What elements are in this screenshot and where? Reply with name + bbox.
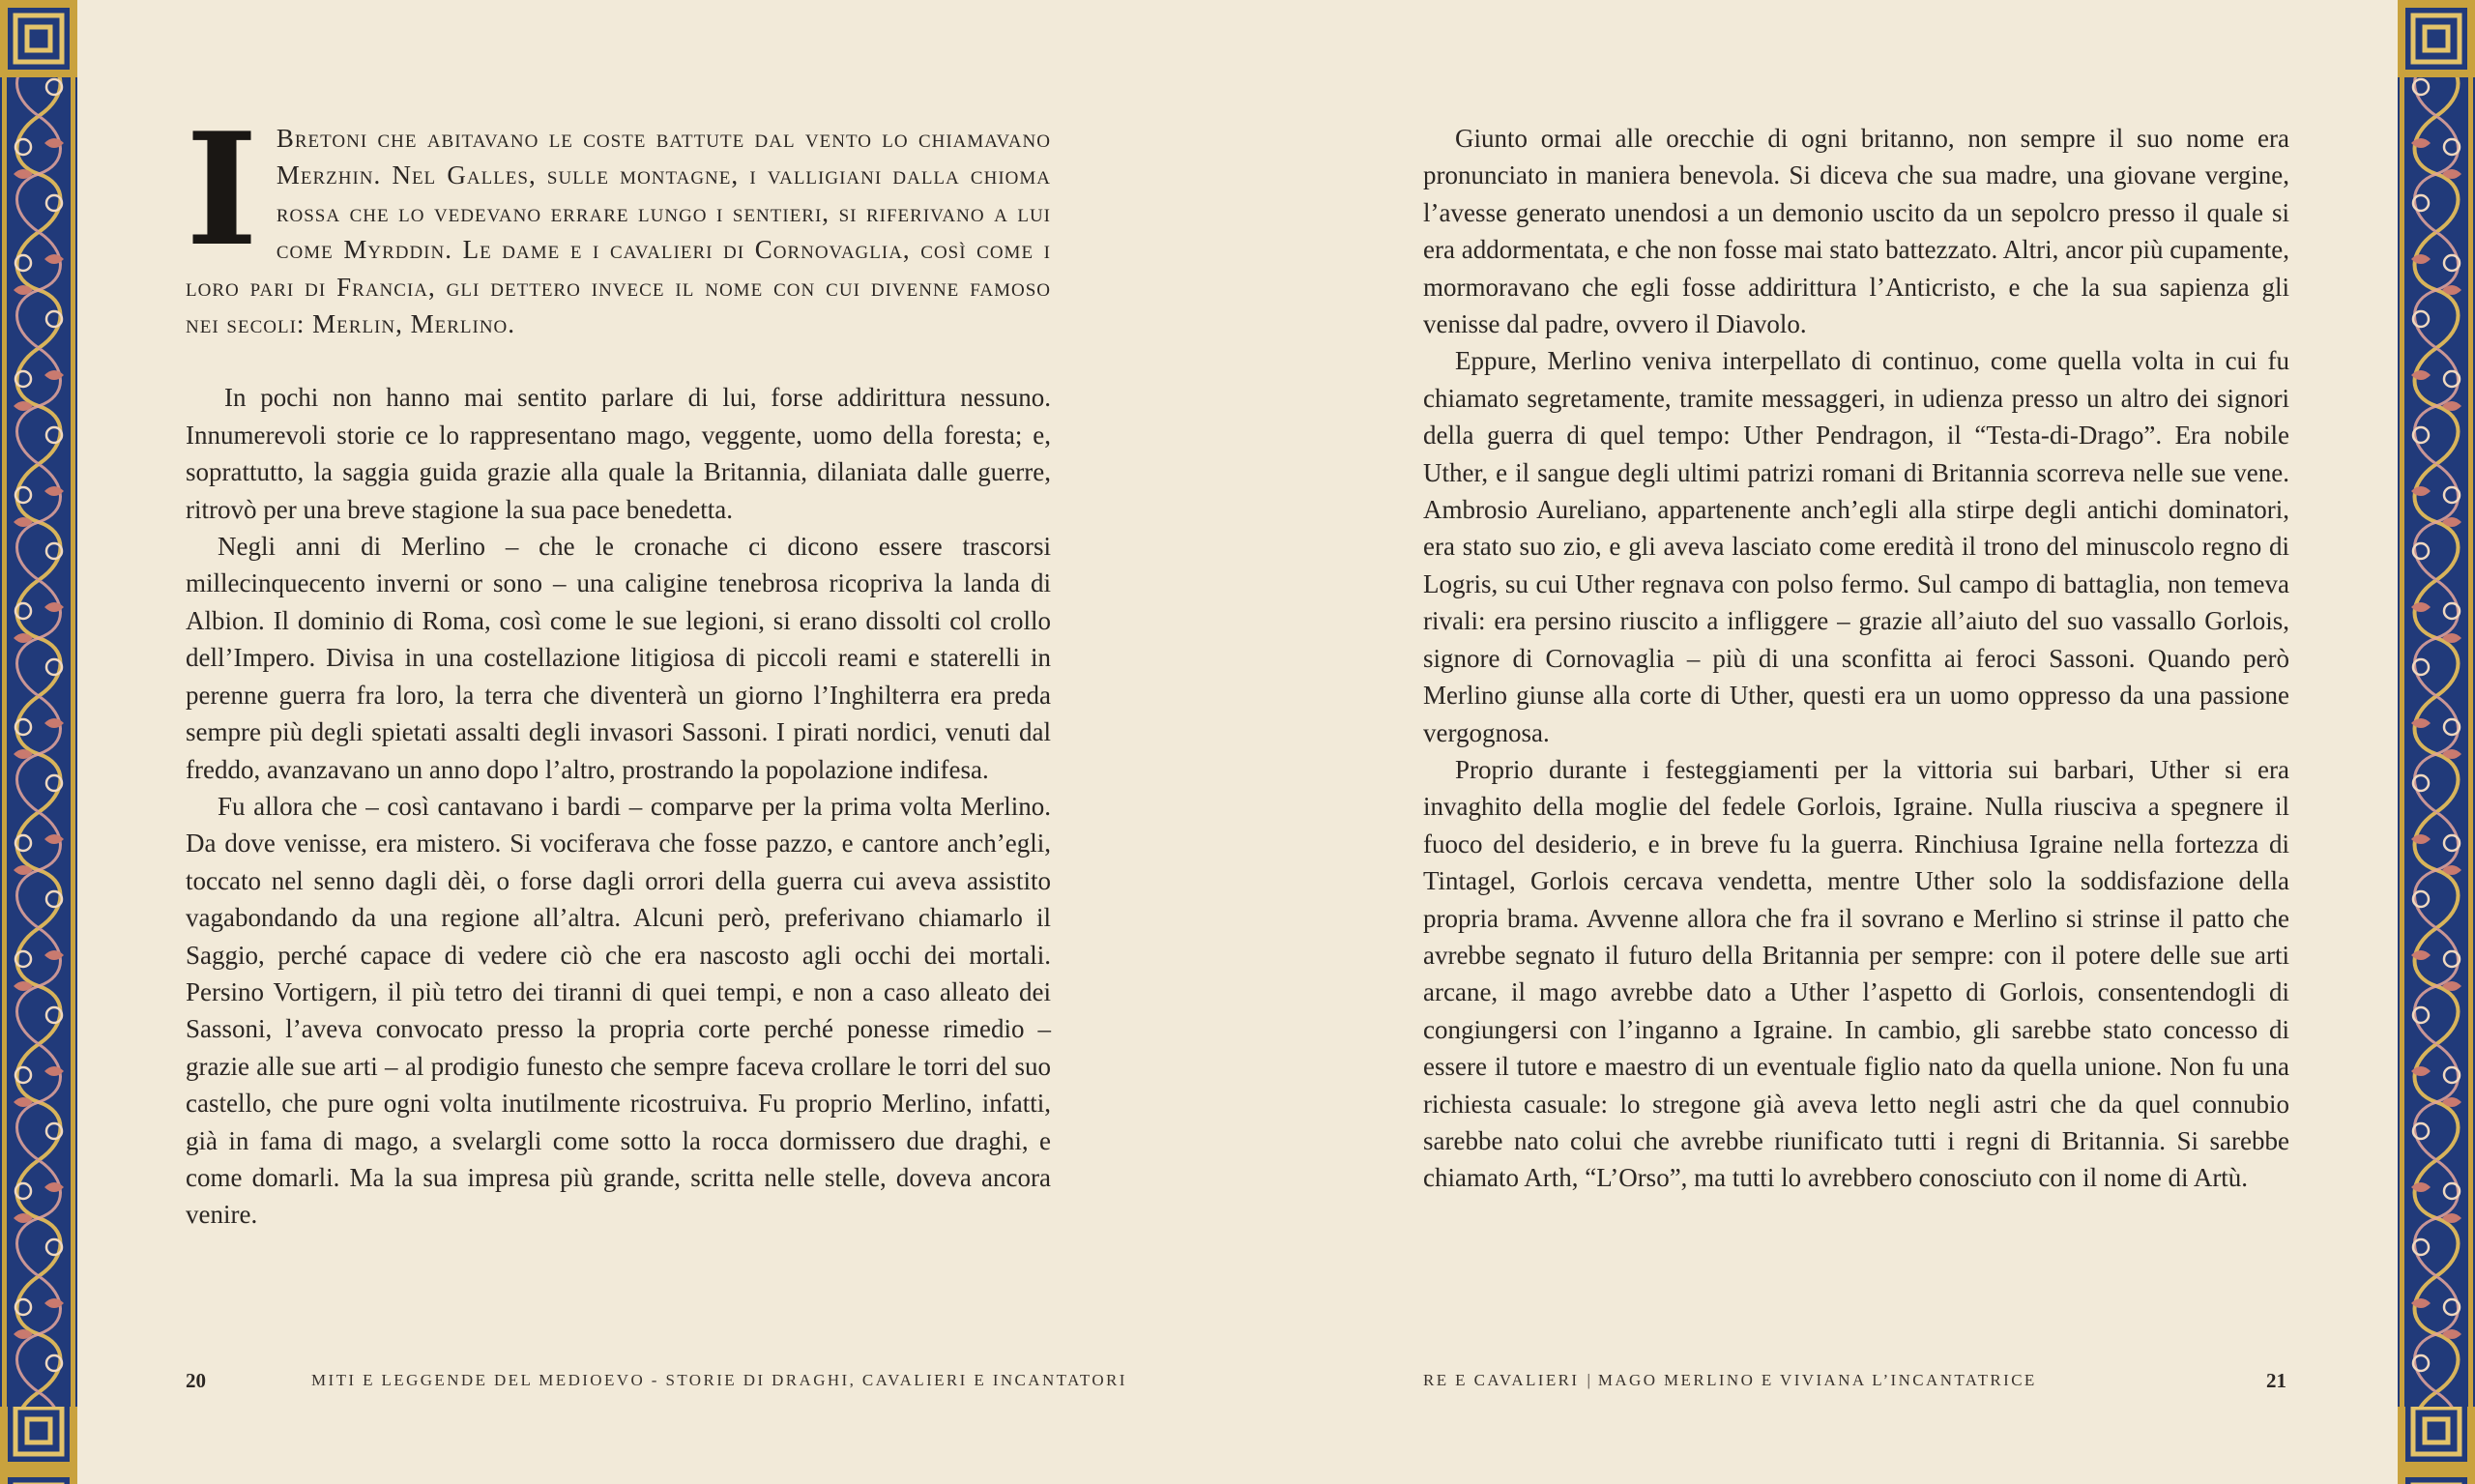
page-number-right: 21 (2266, 1369, 2286, 1392)
footer-chapter: MAGO MERLINO E VIVIANA L’INCANTATRICE (1597, 1371, 2037, 1389)
drop-cap: I (186, 99, 259, 280)
right-paragraph-3: Proprio durante i festeggiamenti per la vittoria sui barbari, Uther si era invaghito della moglie del fedele Gorlois, Igraine. Nulla riusciva a spegnere il fuoco del desiderio, e in breve fu la guerra. Rinchiusa Igraine nella fortezza di Tintagel, Gorlois cercava vendetta, mentre Uther solo la soddisfazione della propria brama. Avvenne allora che fra il sovrano e Merlino si strinse il patto che avrebbe segnato il futuro della Britannia per sempre: con il potere delle sue arti arcane, il mago avrebbe dato a Uther l’aspetto di Gorlois, consentendogli di congiungersi con l’inganno a Igraine. In cambio, gli sarebbe stato concesso di essere il tutore e maestro di un eventuale figlio nato da quella unione. Non fu una richiesta casuale: lo stregone già aveva letto negli astri che da quel connubio sarebbe nato colui che avrebbe riunificato tutti i regni di Britannia. Si sarebbe chiamato Arth, “L’Orso”, ma tutti lo avrebbero conosciuto con il nome di Artù. (1423, 754, 2289, 1193)
footer-section: RE E CAVALIERI (1423, 1371, 1580, 1389)
opening-text: Bretoni che abitavano le coste battute dal vento lo chiamavano Merzhin. Nel Galles, sulle montagne, i valligiani dalla chioma rossa che lo vedevano errare lungo i sentieri, si riferivano a lui come Myrddin. Le dame e i cavalieri di Cornovaglia, così come i loro pari di Francia, gli dettero invece il nome con cui divenne famoso nei secoli: Merlin, Merlino. (186, 124, 1051, 339)
page-number-left: 20 (186, 1369, 206, 1392)
running-footer-right (1423, 1371, 2037, 1390)
left-paragraph-2: Negli anni di Merlino – che le cronache ci dicono essere trascorsi millecinquecento inverni or sono – una caligine tenebrosa ricopriva la landa di Albion. Il dominio di Roma, così come le sue legioni, si erano dissolti col crollo dell’Impero. Divisa in una costellazione litigiosa di piccoli reami e staterelli in perenne guerra fra loro, la terra che diventerà un giorno l’Inghilterra era preda sempre più degli spietati assalti degli invasori Sassoni. I pirati nordici, venuti dal freddo, avanzavano un anno dopo l’altro, prostrando la popolazione indifesa. (186, 532, 1051, 784)
opening-paragraph (186, 99, 1051, 342)
left-page-text (186, 99, 1051, 1234)
right-paragraph-1: Giunto ormai alle orecchie di ogni britanno, non sempre il suo nome era pronunciato in maniera benevola. Si diceva che sua madre, una giovane vergine, l’avesse generato unendosi a un demonio uscito da un sepolcro presso il quale si era addormentata, e che non fosse mai stato battezzato. Altri, ancor più cupamente, mormoravano che egli fosse addirittura l’Anticristo, e che la sua sapienza gli venisse dal padre, ovvero il Diavolo. (1423, 124, 2289, 339)
footer-separator: | (1587, 1371, 1590, 1389)
left-paragraph-1: In pochi non hanno mai sentito parlare di lui, forse addirittura nessuno. Innumerevoli storie ce lo rappresentano mago, veggente, uomo della foresta; e, soprattutto, la saggia guida grazie alla quale la Britannia, dilaniata dalle guerre, ritrovò per una breve stagione la sua pace benedetta. (186, 383, 1051, 524)
ornamental-border-right (2398, 0, 2475, 1484)
right-page-text (1423, 120, 2289, 1197)
running-footer-left: MITI E LEGGENDE DEL MEDIOEVO - STORIE DI DRAGHI, CAVALIERI E INCANTATORI (311, 1371, 1127, 1389)
left-paragraph-3: Fu allora che – così cantavano i bardi – comparve per la prima volta Merlino. Da dove venisse, era mistero. Si vociferava che fosse pazzo, e cantore anch’egli, toccato nel senno dagli dèi, o forse dagli orrori della guerra cui aveva assistito vagabondando da una regione all’altra. Alcuni però, preferivano chiamarlo il Saggio, perché capace di vedere ciò che era nascosto agli occhi dei mortali. Persino Vortigern, il più tetro dei tiranni di quei tempi, e non a caso alleato dei Sassoni, l’aveva convocato presso la propria corte perché ponesse rimedio – grazie alle sue arti – al prodigio funesto che sempre faceva crollare le torri del suo castello, che pure ogni volta inutilmente ricostruiva. Fu proprio Merlino, infatti, già in fama di mago, a svelargli come sotto la rocca dormissero due draghi, e come domarli. Ma la sua impresa più grande, scritta nelle stelle, doveva ancora venire. (186, 791, 1051, 1230)
right-paragraph-2: Eppure, Merlino veniva interpellato di continuo, come quella volta in cui fu chiamato segretamente, tramite messaggeri, in udienza presso un altro dei signori della guerra di quel tempo: Uther Pendragon, il “Testa-di-Drago”. Era nobile Uther, e il sangue degli ultimi patrizi romani di Britannia scorreva nelle sue vene. Ambrosio Aureliano, appartenente anch’egli alla stirpe degli antichi dominatori, era stato suo zio, e gli aveva lasciato come eredità il trono del minuscolo regno di Logris, su cui Uther regnava con polso fermo. Sul campo di battaglia, non temeva rivali: era persino riuscito a infliggere – grazie all’aiuto del suo vassallo Gorlois, signore di Cornovaglia – più di una sconfitta ai feroci Sassoni. Quando però Merlino giunse alla corte di Uther, questi era un uomo oppresso da una passione vergognosa. (1423, 346, 2289, 747)
ornamental-border-left (0, 0, 77, 1484)
